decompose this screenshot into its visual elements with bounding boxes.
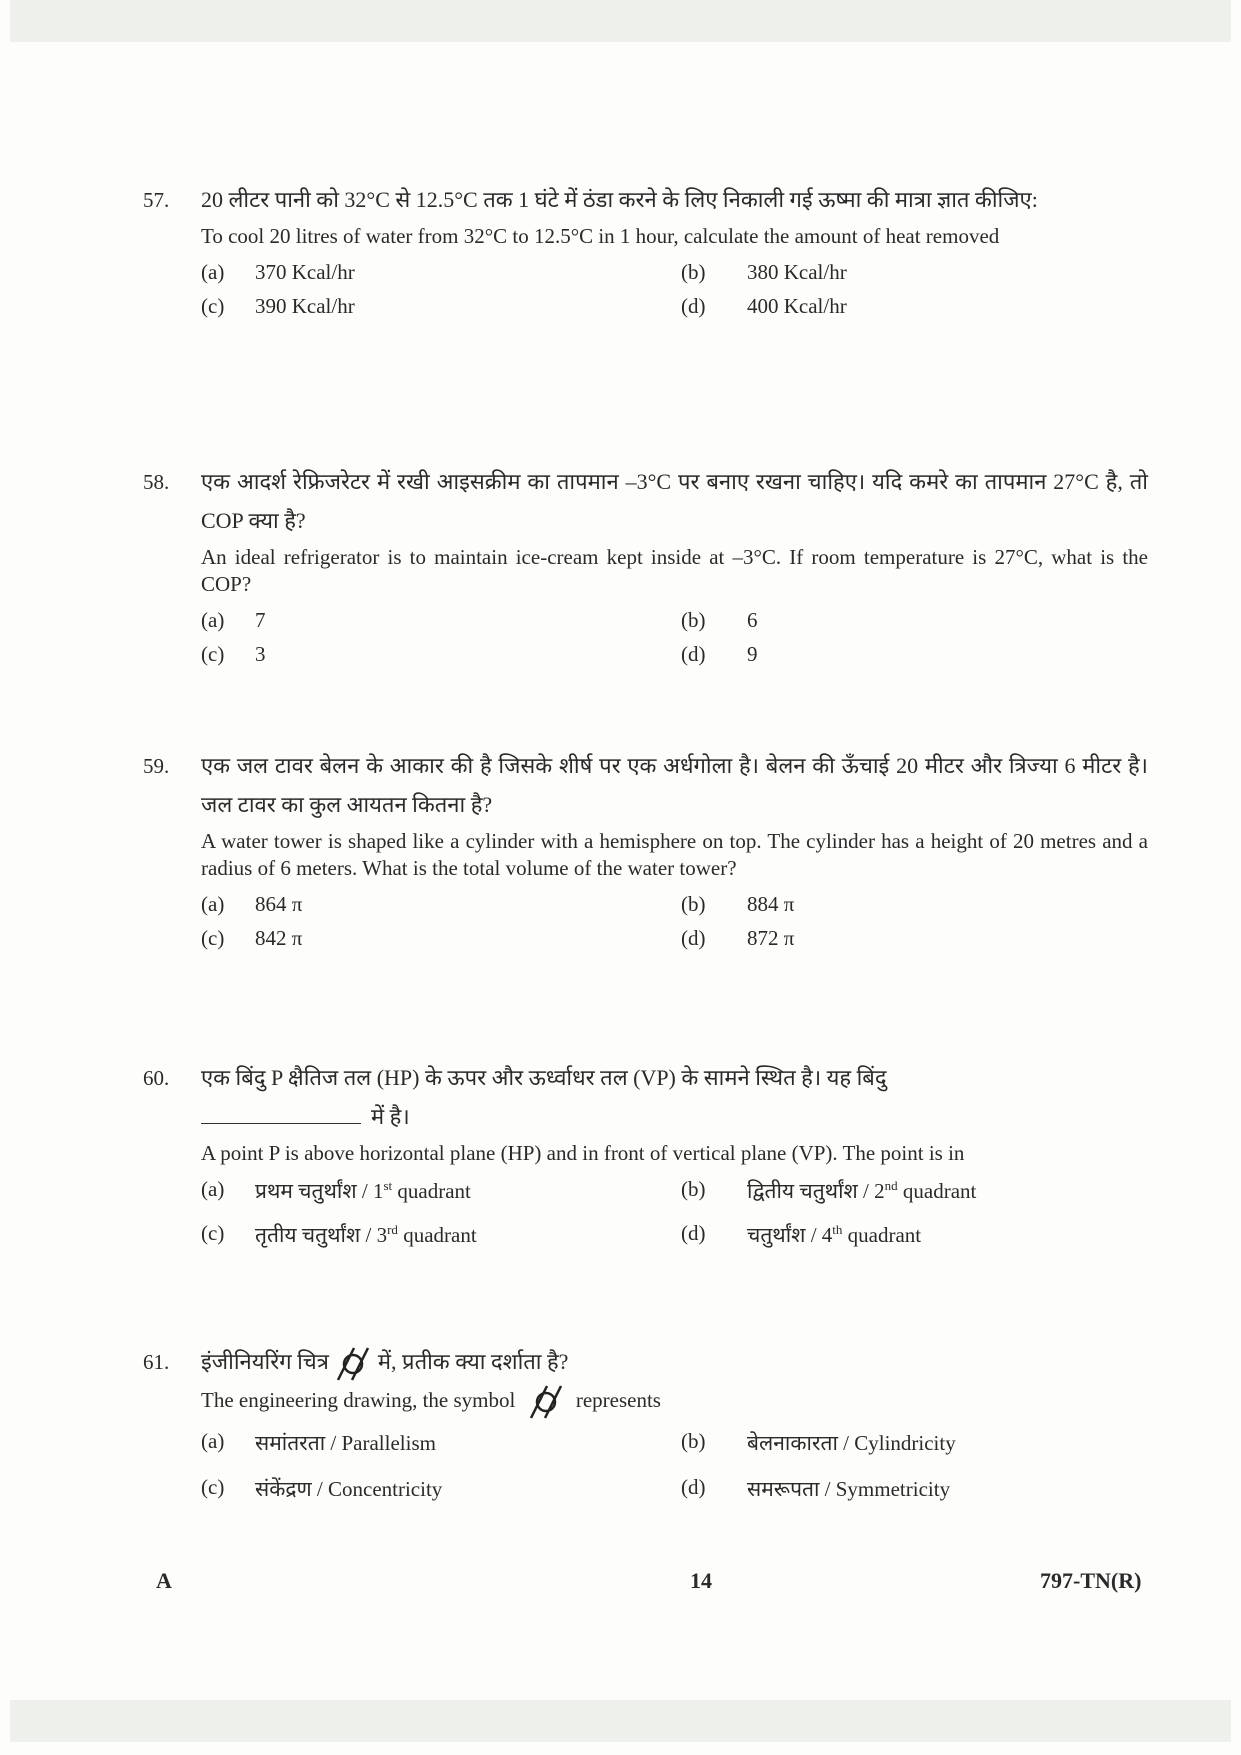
option-label: (d) — [681, 294, 706, 318]
option-text: बेलनाकारता / Cylindricity — [747, 1431, 956, 1455]
option-text: चतुर्थांश / 4th quadrant — [747, 1222, 922, 1247]
question-hindi: एक बिंदु P क्षैतिज तल (HP) के ऊपर और ऊर्ध्वाधर तल (VP) के सामने स्थित है। यह बिंदु — [201, 1065, 887, 1090]
question-number: 57. — [143, 188, 170, 212]
question-60 — [143, 1058, 1148, 1249]
option-text: द्वितीय चतुर्थांश / 2nd quadrant — [747, 1178, 977, 1203]
question-english: A water tower is shaped like a cylinder with a hemisphere on top. The cylinder has a height of 20 metres and a radius of 6 meters. What is the total volume of the water tower? — [201, 829, 1148, 880]
option-label: (a) — [201, 1429, 225, 1453]
option-text: 390 Kcal/hr — [255, 294, 355, 318]
option-label: (b) — [681, 1177, 706, 1201]
option-label: (b) — [681, 608, 706, 632]
option-label: (c) — [201, 1221, 225, 1245]
question-61 — [143, 1342, 1148, 1503]
option-text: 370 Kcal/hr — [255, 260, 355, 284]
option-d[interactable] — [681, 1221, 1161, 1249]
option-text: 380 Kcal/hr — [747, 260, 847, 284]
option-label: (a) — [201, 260, 225, 284]
option-text: 3 — [255, 642, 266, 666]
question-hindi: 20 लीटर पानी को 32°C से 12.5°C तक 1 घंटे में ठंडा करने के लिए निकाली गई ऊष्मा की मात्रा ज्ञात कीजिए: — [201, 187, 1038, 212]
question-english: The engineering drawing, the symbol represents — [201, 1385, 1148, 1419]
question-number: 60. — [143, 1066, 170, 1090]
scan-bottom-band — [10, 1700, 1231, 1742]
option-label: (a) — [201, 608, 225, 632]
option-text: समांतरता / Parallelism — [255, 1431, 436, 1455]
cylindricity-symbol-icon — [527, 1385, 565, 1419]
option-a[interactable] — [201, 260, 681, 285]
question-number: 58. — [143, 470, 170, 494]
option-b[interactable] — [681, 608, 1161, 633]
scan-top-band — [10, 0, 1231, 42]
option-label: (c) — [201, 926, 225, 950]
option-b[interactable] — [681, 1429, 1161, 1457]
option-label: (b) — [681, 1429, 706, 1453]
option-text: 6 — [747, 608, 758, 632]
option-b[interactable] — [681, 1177, 1161, 1205]
option-d[interactable] — [681, 294, 1161, 319]
option-c[interactable] — [201, 926, 681, 951]
option-label: (c) — [201, 294, 225, 318]
option-label: (a) — [201, 1177, 225, 1201]
option-text: प्रथम चतुर्थांश / 1st quadrant — [255, 1178, 471, 1203]
option-c[interactable] — [201, 1475, 681, 1503]
option-label: (c) — [201, 1475, 225, 1499]
option-label: (a) — [201, 892, 225, 916]
option-c[interactable] — [201, 294, 681, 319]
option-c[interactable] — [201, 1221, 681, 1249]
option-label: (d) — [681, 1221, 706, 1245]
question-english: An ideal refrigerator is to maintain ice-cream kept inside at –3°C. If room temperature is 27°C, what is the COP? — [201, 545, 1148, 596]
question-hindi: इंजीनियरिंग चित्र में, प्रतीक क्या दर्शाता है? — [201, 1342, 1148, 1381]
option-b[interactable] — [681, 892, 1161, 917]
question-english: To cool 20 litres of water from 32°C to 12.5°C in 1 hour, calculate the amount of heat removed — [201, 224, 1000, 248]
option-b[interactable] — [681, 260, 1161, 285]
question-hindi-blank-line — [201, 1097, 1148, 1136]
question-57 — [143, 180, 1148, 319]
option-text: 884 π — [747, 892, 795, 916]
option-d[interactable] — [681, 926, 1161, 951]
question-59 — [143, 746, 1148, 951]
question-english: A point P is above horizontal plane (HP) and in front of vertical plane (VP). The point is in — [201, 1141, 965, 1165]
option-label: (c) — [201, 642, 225, 666]
option-d[interactable] — [681, 1475, 1161, 1503]
question-hindi-tail: में है। — [371, 1104, 410, 1129]
question-number: 59. — [143, 754, 170, 778]
footer-page-number: 14 — [690, 1568, 712, 1593]
option-text: तृतीय चतुर्थांश / 3rd quadrant — [255, 1222, 477, 1247]
footer-code: 797-TN(R) — [1040, 1568, 1142, 1593]
option-text: 9 — [747, 642, 758, 666]
option-a[interactable] — [201, 1429, 681, 1457]
question-hindi: एक आदर्श रेफ्रिजरेटर में रखी आइसक्रीम का तापमान –3°C पर बनाए रखना चाहिए। यदि कमरे का तापमान 27°C है, तो COP क्या है? — [201, 469, 1148, 533]
option-label: (d) — [681, 926, 706, 950]
answer-blank — [201, 1123, 361, 1124]
footer-set: A — [156, 1568, 172, 1593]
option-d[interactable] — [681, 642, 1161, 667]
cylindricity-symbol-icon — [334, 1347, 372, 1381]
option-label: (b) — [681, 260, 706, 284]
option-text: 400 Kcal/hr — [747, 294, 847, 318]
question-number: 61. — [143, 1350, 170, 1374]
question-hindi: एक जल टावर बेलन के आकार की है जिसके शीर्ष पर एक अर्धगोला है। बेलन की ऊँचाई 20 मीटर और त्रिज्या 6 मीटर है। जल टावर का कुल आयतन कितना है? — [201, 753, 1148, 817]
option-text: संकेंद्रण / Concentricity — [255, 1477, 443, 1501]
option-a[interactable] — [201, 892, 681, 917]
option-a[interactable] — [201, 608, 681, 633]
option-text: समरूपता / Symmetricity — [747, 1477, 951, 1501]
option-text: 872 π — [747, 926, 795, 950]
option-text: 842 π — [255, 926, 303, 950]
option-label: (d) — [681, 642, 706, 666]
option-text: 864 π — [255, 892, 303, 916]
option-c[interactable] — [201, 642, 681, 667]
option-a[interactable] — [201, 1177, 681, 1205]
option-text: 7 — [255, 608, 266, 632]
option-label: (d) — [681, 1475, 706, 1499]
option-label: (b) — [681, 892, 706, 916]
question-58 — [143, 462, 1148, 667]
